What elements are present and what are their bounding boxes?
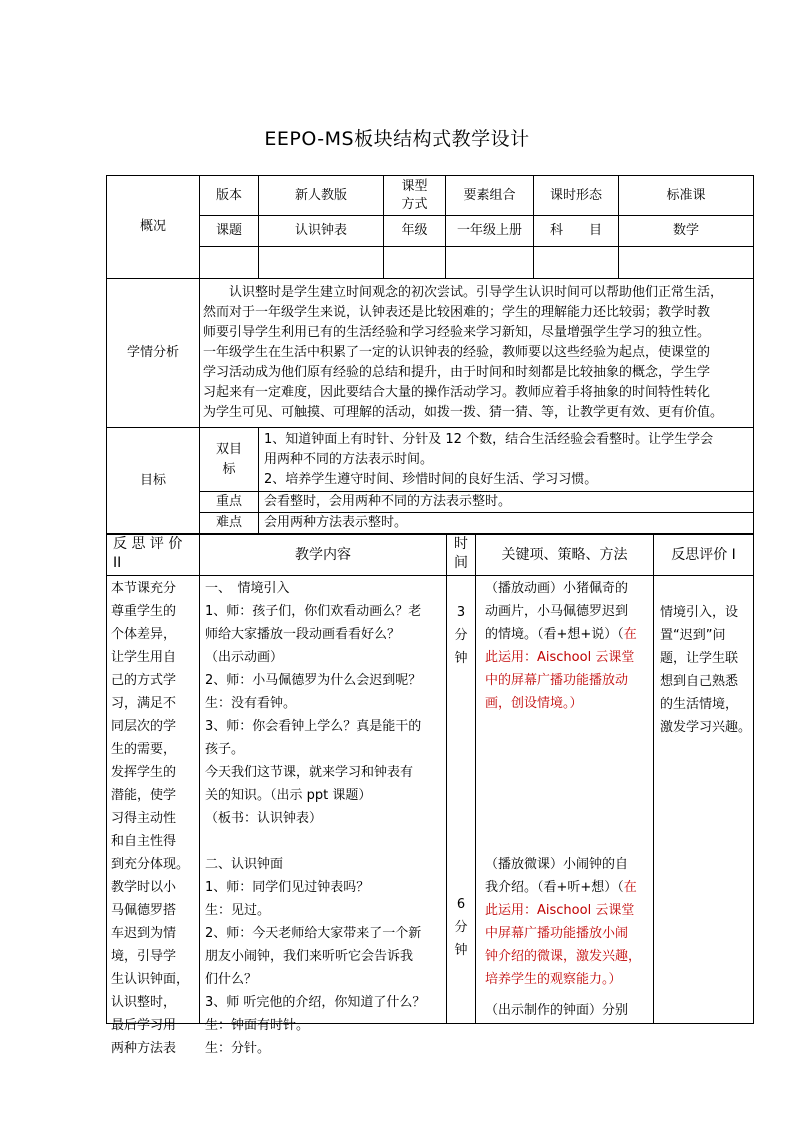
- reflection-ii-line: 马佩德罗搭: [111, 903, 177, 918]
- strategy-line: 培养学生的观察能力。）: [485, 972, 622, 987]
- reflection-ii-line: 和自主性得: [111, 834, 177, 849]
- header-reflection-i: 反思评价 I: [671, 547, 736, 563]
- reflection-ii-text: [111, 577, 199, 1060]
- analysis-line: 师要引导学生利用已有的生活经验和学习经验来学习新知，尽量增强学生学习的独立性。: [203, 325, 711, 340]
- strategy-block-3: （出示制作的钟面）分别: [485, 1003, 629, 1018]
- empty-cell: [446, 247, 534, 279]
- analysis-line: 一年级学生在生活中积累了一定的认识钟表的经验，教师要以这些经验为起点，使课堂的: [203, 345, 711, 360]
- content-line: 生：没有看钟。: [205, 696, 297, 711]
- reflection-i-text: [660, 601, 755, 739]
- analysis-line: 为学生可见、可触摸、可理解的活动，如拨一拨、猜一猜、等，让教学更有效、更有价值。: [203, 405, 724, 420]
- reflection-ii-line: 尊重学生的: [111, 604, 177, 619]
- period-form-value: 标准课: [619, 176, 754, 216]
- content-line: 师给大家播放一段动画看看好么？: [205, 627, 401, 642]
- overview-label: 概况: [107, 176, 200, 279]
- content-line: （板书：认识钟表）: [205, 811, 323, 826]
- reflection-ii-line: 潜能，使学: [111, 788, 177, 803]
- strategy-line: 此运用：Aischool 云课堂: [485, 903, 635, 918]
- dual-goal-label: 双目 标: [200, 428, 259, 492]
- edition-value: 新人教版: [259, 176, 384, 216]
- reflection-ii-line: 习得主动性: [111, 811, 177, 826]
- analysis-line: 认识整时是学生建立时间观念的初次尝试。引导学生认识时间可以帮助他们正常生活，: [203, 285, 724, 300]
- reflection-ii-line: 同层次的学: [111, 719, 177, 734]
- reflection-ii-line: 本节课充分: [111, 581, 177, 596]
- reflection-i-line: 置“迟到”问: [660, 628, 726, 643]
- reflection-ii-line: 生的需要，: [111, 742, 177, 757]
- reflection-ii-line: 两种方法表: [111, 1041, 177, 1056]
- grade-value: 一年级上册: [446, 216, 534, 247]
- analysis-label: 学情分析: [107, 279, 200, 428]
- reflection-ii-line: 习，满足不: [111, 696, 177, 711]
- reflection-ii-line: 境，引导学: [111, 949, 177, 964]
- content-line: 生：分针。: [205, 1041, 271, 1056]
- content-line: 生：钟面有时针。: [205, 1018, 310, 1033]
- analysis-goals-table: [106, 278, 754, 534]
- dual-goal-line: 1、知道钟面上有时针、分针及 12 个数，结合生活经验会看整时。让学生学会: [264, 431, 714, 447]
- empty-cell: [200, 247, 259, 279]
- page-title: EEPO-MS板块结构式教学设计: [264, 128, 530, 150]
- lesson-type-label: 课型 方式: [384, 176, 446, 216]
- strategy-line: 中的屏幕广播功能播放动: [485, 673, 629, 688]
- edition-label: 版本: [200, 176, 259, 216]
- difficulty-value: 会用两种方法表示整时。: [259, 513, 754, 534]
- empty-cell: [619, 247, 754, 279]
- content-line: 1、师：同学们见过钟表吗？: [205, 880, 370, 895]
- subject-label: 科 目: [534, 216, 619, 247]
- reflection-ii-line: 个体差异，: [111, 627, 177, 642]
- content-line: 2、师：小马佩德罗为什么会迟到呢？: [205, 673, 422, 688]
- topic-label: 课题: [200, 216, 259, 247]
- highlight-text: 在: [623, 880, 637, 895]
- header-time: 时 间: [454, 536, 468, 571]
- content-line: 今天我们这节课，就来学习和钟表有: [205, 765, 414, 780]
- reflection-i-line: 情境引入，设: [660, 605, 739, 620]
- empty-cell: [534, 247, 619, 279]
- reflection-i-line: 的生活情境，: [660, 697, 739, 712]
- content-text: [205, 577, 445, 1060]
- reflection-ii-line: 让学生用自: [111, 650, 177, 665]
- analysis-line: 习起来有一定难度，因此要结合大量的操作活动学习。教师应着手将抽象的时间特性转化: [203, 385, 711, 400]
- overview-table: [106, 175, 754, 279]
- analysis-line: 然而对于一年级学生来说，认钟表还是比较困难的；学生的理解能力还比较弱；教学时教: [203, 305, 711, 320]
- reflection-i-line: 激发学习兴趣。: [660, 720, 752, 735]
- strategy-line: 钟介绍的微课，激发兴趣，: [485, 949, 642, 964]
- reflection-ii-line: 认识整时，: [111, 995, 177, 1010]
- strategy-block-1: [485, 577, 653, 715]
- key-point-value: 会看整时，会用两种不同的方法表示整时。: [259, 492, 754, 513]
- process-table: [106, 534, 754, 1056]
- dual-goal-line: 用两种不同的方法表示时间。: [264, 451, 434, 467]
- content-line: （出示动画）: [205, 650, 284, 665]
- content-line: 3、师 听完他的介绍，你知道了什么？: [205, 995, 426, 1010]
- period-form-label: 课时形态: [534, 176, 619, 216]
- analysis-line: 学习活动成为他们原有经验的总结和提升，由于时间和时刻都是比较抽象的概念，学生学: [203, 365, 711, 380]
- highlight-text: 在: [623, 627, 637, 642]
- topic-value: 认识钟表: [259, 216, 384, 247]
- lesson-type-value: 要素组合: [446, 176, 534, 216]
- header-reflection-ii: 反 思 评 价 II: [113, 536, 183, 571]
- header-strategy: 关键项、策略、方法: [501, 547, 628, 563]
- strategy-line: 中屏幕广播功能播放小闹: [485, 926, 629, 941]
- header-content: 教学内容: [295, 547, 351, 563]
- time-block-1: 3 分 钟: [454, 605, 468, 666]
- content-line: 一、 情境引入: [205, 581, 290, 596]
- content-line: 关的知识。（出示 ppt 课题）: [205, 788, 372, 803]
- empty-cell: [384, 247, 446, 279]
- goals-label: 目标: [107, 428, 200, 534]
- reflection-ii-line: 发挥学生的: [111, 765, 177, 780]
- content-line: 1、师：孩子们，你们欢看动画么？老: [205, 604, 422, 619]
- strategy-line: （播放微课）小闹钟的自: [485, 857, 629, 872]
- reflection-ii-line: 到充分体现。: [111, 857, 190, 872]
- reflection-ii-line: 生认识钟面，: [111, 972, 190, 987]
- content-line: 们什么？: [205, 972, 258, 987]
- content-line: [205, 830, 445, 853]
- strategy-line: 画，创设情境。）: [485, 696, 583, 711]
- reflection-ii-line: 最后学习用: [111, 1018, 177, 1033]
- empty-cell: [259, 247, 384, 279]
- strategy-line: 的情境。（看+想+说）（在: [485, 627, 637, 642]
- analysis-text: [200, 279, 754, 428]
- content-line: 朋友小闹钟，我们来听听它会告诉我: [205, 949, 414, 964]
- reflection-i-line: 题，让学生联: [660, 651, 739, 666]
- subject-value: 数学: [619, 216, 754, 247]
- reflection-i-line: 想到自己熟悉: [660, 674, 739, 689]
- key-point-label: 重点: [200, 492, 259, 513]
- content-line: 2、师：今天老师给大家带来了一个新: [205, 926, 422, 941]
- content-line: 二、认识钟面: [205, 857, 284, 872]
- dual-goal-text: [259, 428, 754, 492]
- difficulty-label: 难点: [200, 513, 259, 534]
- content-line: 孩子。: [205, 742, 245, 757]
- dual-goal-line: 2、培养学生遵守时间、珍惜时间的良好生活、学习习惯。: [264, 471, 598, 487]
- time-block-2: 6 分 钟: [454, 897, 468, 958]
- grade-label: 年级: [384, 216, 446, 247]
- strategy-line: 此运用：Aischool 云课堂: [485, 650, 635, 665]
- reflection-ii-line: 己的方式学: [111, 673, 177, 688]
- content-line: 生：见过。: [205, 903, 271, 918]
- strategy-line: 我介绍。（看+听+想）（在: [485, 880, 637, 895]
- strategy-line: （播放动画）小猪佩奇的: [485, 581, 629, 596]
- strategy-line: 动画片，小马佩德罗迟到: [485, 604, 629, 619]
- reflection-ii-line: 教学时以小: [111, 880, 177, 895]
- strategy-block-2: [485, 853, 653, 991]
- content-line: 3、师：你会看钟上学么？真是能干的: [205, 719, 422, 734]
- reflection-ii-line: 车迟到为情: [111, 926, 177, 941]
